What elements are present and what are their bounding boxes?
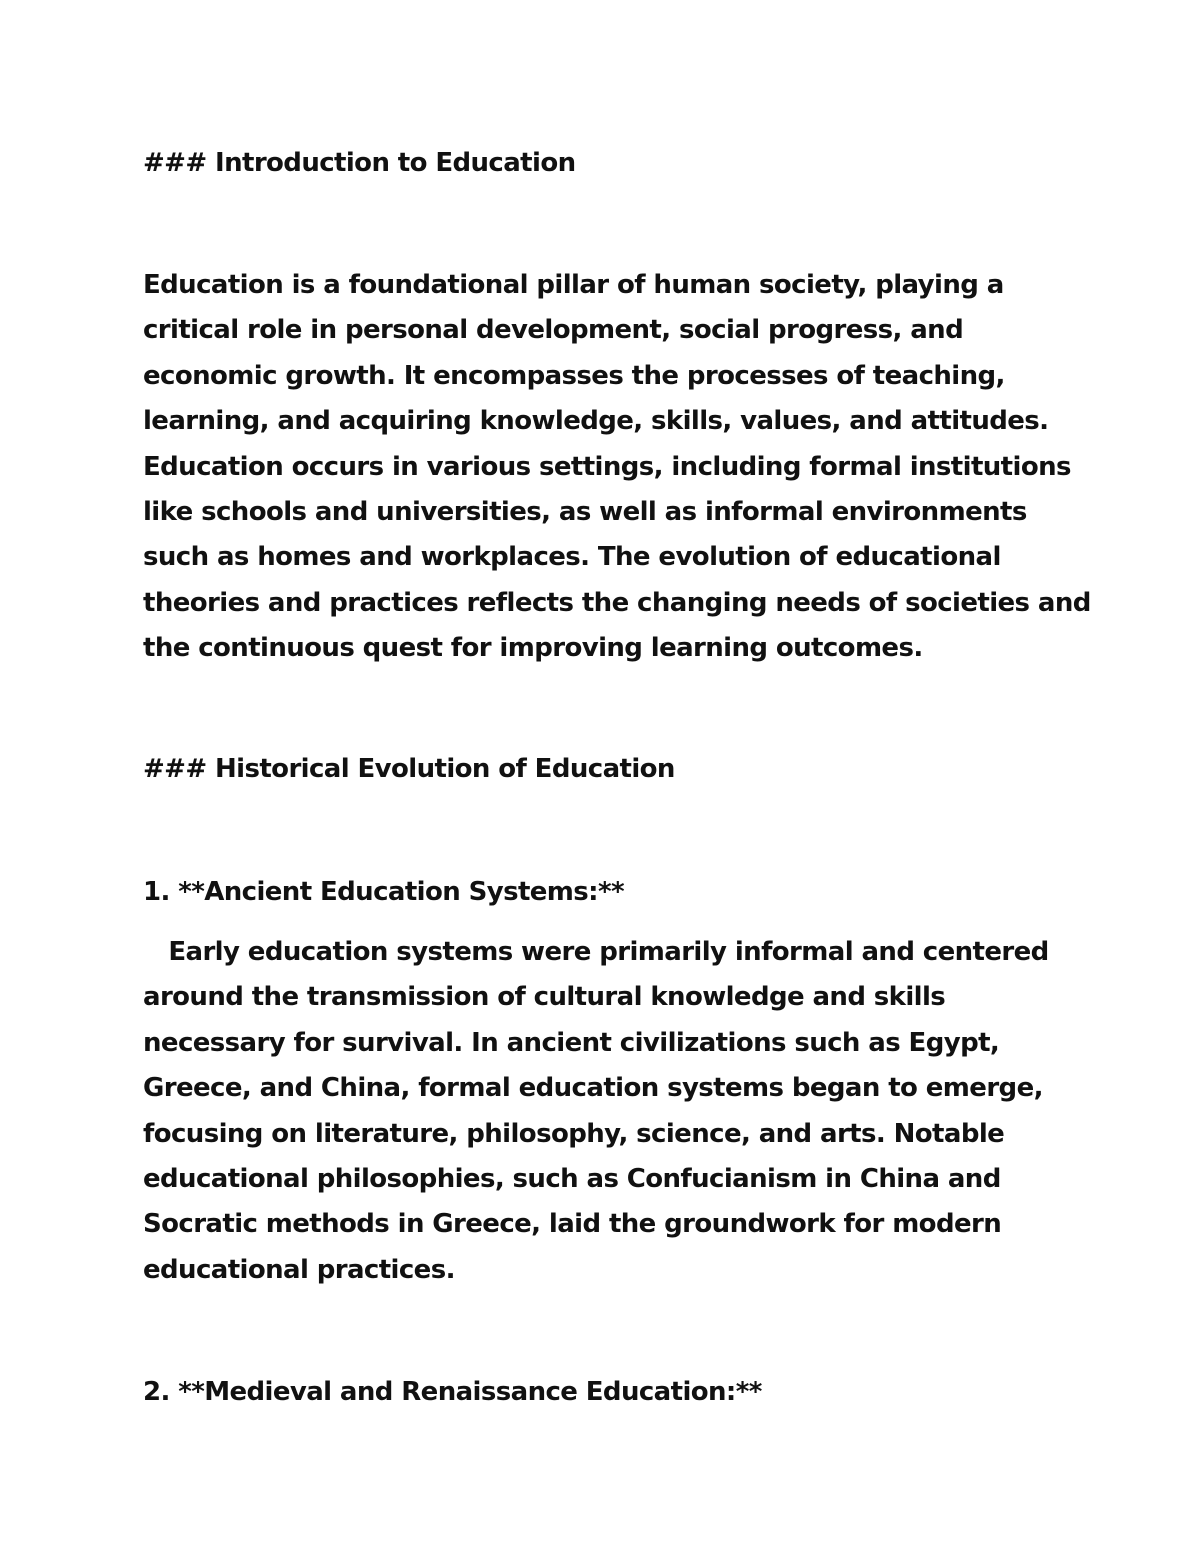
paragraph-line: around the transmission of cultural knowledge and skills	[143, 982, 946, 1013]
paragraph-line: learning, and acquiring knowledge, skills, values, and attitudes.	[143, 406, 1049, 437]
paragraph-line: Greece, and China, formal education systems began to emerge,	[143, 1073, 1043, 1104]
ancient-education-paragraph	[143, 930, 1063, 1293]
paragraph-line: focusing on literature, philosophy, science, and arts. Notable	[143, 1118, 1005, 1149]
list-item-heading-medieval: 2. **Medieval and Renaissance Education:**	[143, 1377, 762, 1407]
paragraph-line: economic growth. It encompasses the processes of teaching,	[143, 360, 1005, 391]
paragraph-line: Early education systems were primarily informal and centered	[143, 937, 1049, 967]
introduction-paragraph	[143, 263, 1091, 672]
paragraph-line: Socratic methods in Greece, laid the groundwork for modern	[143, 1209, 1002, 1240]
paragraph-line: like schools and universities, as well as informal environments	[143, 497, 1027, 528]
paragraph-line: the continuous quest for improving learning outcomes.	[143, 633, 923, 664]
list-item-heading-ancient: 1. **Ancient Education Systems:**	[143, 877, 624, 907]
paragraph-line: such as homes and workplaces. The evolution of educational	[143, 542, 1001, 573]
paragraph-line: Education occurs in various settings, including formal institutions	[143, 451, 1071, 482]
paragraph-line: educational philosophies, such as Confucianism in China and	[143, 1164, 1001, 1195]
paragraph-line: Education is a foundational pillar of human society, playing a	[143, 270, 1004, 300]
section-heading-introduction: ### Introduction to Education	[143, 148, 576, 178]
paragraph-line: educational practices.	[143, 1254, 455, 1285]
paragraph-line: critical role in personal development, social progress, and	[143, 315, 964, 346]
section-heading-historical-evolution: ### Historical Evolution of Education	[143, 754, 675, 784]
paragraph-line: necessary for survival. In ancient civilizations such as Egypt,	[143, 1027, 1000, 1058]
paragraph-line: theories and practices reflects the changing needs of societies and	[143, 587, 1091, 618]
